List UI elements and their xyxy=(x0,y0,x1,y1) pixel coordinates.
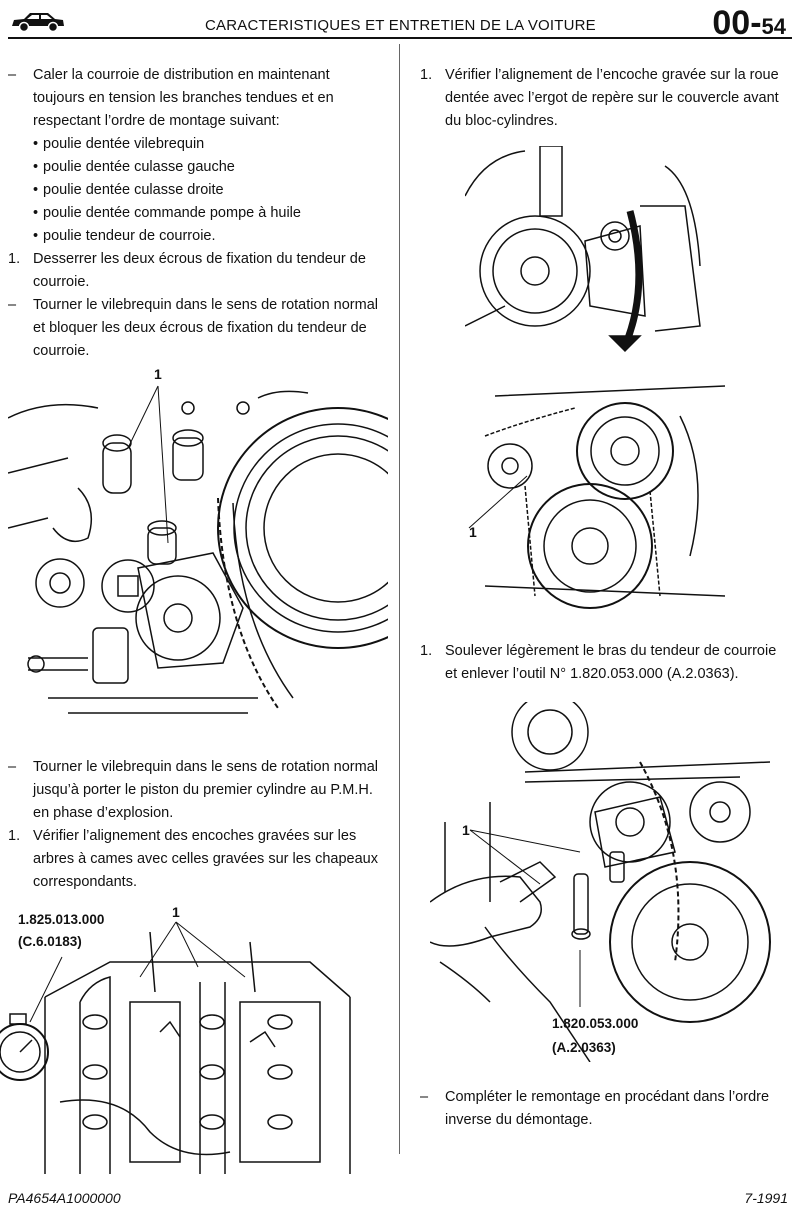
pulley-alignment-figure xyxy=(465,146,785,616)
camshaft-figure xyxy=(0,902,390,1174)
tool-removal-figure xyxy=(430,702,790,1062)
tool-number-label: 1.825.013.000 xyxy=(18,912,105,927)
document-date: 7-1991 xyxy=(744,1190,788,1206)
list-item: • poulie tendeur de courroie. xyxy=(33,225,380,248)
step-completer-remontage: – Compléter le remontage en procédant dans l’ordre inverse du démontage. xyxy=(420,1089,770,1128)
step-soulever-bras: 1. Soulever légèrement le bras du tendeur de courroie et enlever l’outil N° 1.820.053.000 (A.2.0363). xyxy=(420,643,777,682)
tensioner-figure xyxy=(8,366,388,750)
step-verifier-encoches: 1. Vérifier l’alignement des encoches gravées sur les arbres à cames avec celles gravées sur les chapeaux correspondants. xyxy=(8,828,378,890)
list-item: • poulie dentée vilebrequin xyxy=(33,133,380,156)
callout-1: 1 xyxy=(469,524,477,540)
tool-code-label: (A.2.0363) xyxy=(552,1040,616,1055)
step-verifier-roue-dentee: 1. Vérifier l’alignement de l’encoche gravée sur la roue dentée avec l’ergot de repère sur le couvercle avant du bloc-cylindres. xyxy=(420,67,779,129)
right-second-text xyxy=(420,640,792,686)
right-final-text xyxy=(420,1086,792,1132)
step-desserrer-ecrous: 1. Desserrer les deux écrous de fixation du tendeur de courroie. xyxy=(8,251,366,290)
callout-1: 1 xyxy=(172,904,180,920)
pulley-order-list xyxy=(8,133,380,248)
step-caler-courroie: – Caler la courroie de distribution en maintenant toujours en tension les branches tendues et en respectant l’ordre de montage suivant: xyxy=(8,67,334,129)
list-item: • poulie dentée culasse gauche xyxy=(33,156,380,179)
tool-number-label: 1.820.053.000 xyxy=(552,1016,639,1031)
callout-1: 1 xyxy=(462,822,470,838)
header-rule xyxy=(8,37,792,39)
list-item: • poulie dentée commande pompe à huile xyxy=(33,202,380,225)
car-icon xyxy=(10,8,66,34)
list-item: • poulie dentée culasse droite xyxy=(33,179,380,202)
page-header xyxy=(0,0,800,42)
column-divider xyxy=(399,44,400,1154)
step-porter-piston-pmh: – Tourner le vilebrequin dans le sens de rotation normal jusqu’à porter le piston du premier cylindre au P.M.H. en phase d’explosion. xyxy=(8,759,378,821)
document-code: PA4654A1000000 xyxy=(8,1190,121,1206)
right-intro-text xyxy=(420,64,792,133)
tool-code-label: (C.6.0183) xyxy=(18,934,82,949)
step-tourner-vilebrequin: – Tourner le vilebrequin dans le sens de rotation normal et bloquer les deux écrous de fixation du tendeur de courroie. xyxy=(8,297,378,359)
callout-1: 1 xyxy=(154,366,162,382)
page-title: CARACTERISTIQUES ET ENTRETIEN DE LA VOITURE xyxy=(205,17,596,34)
left-second-text xyxy=(8,756,380,894)
left-intro-text xyxy=(8,64,380,363)
page-number: 00-54 xyxy=(712,4,786,42)
